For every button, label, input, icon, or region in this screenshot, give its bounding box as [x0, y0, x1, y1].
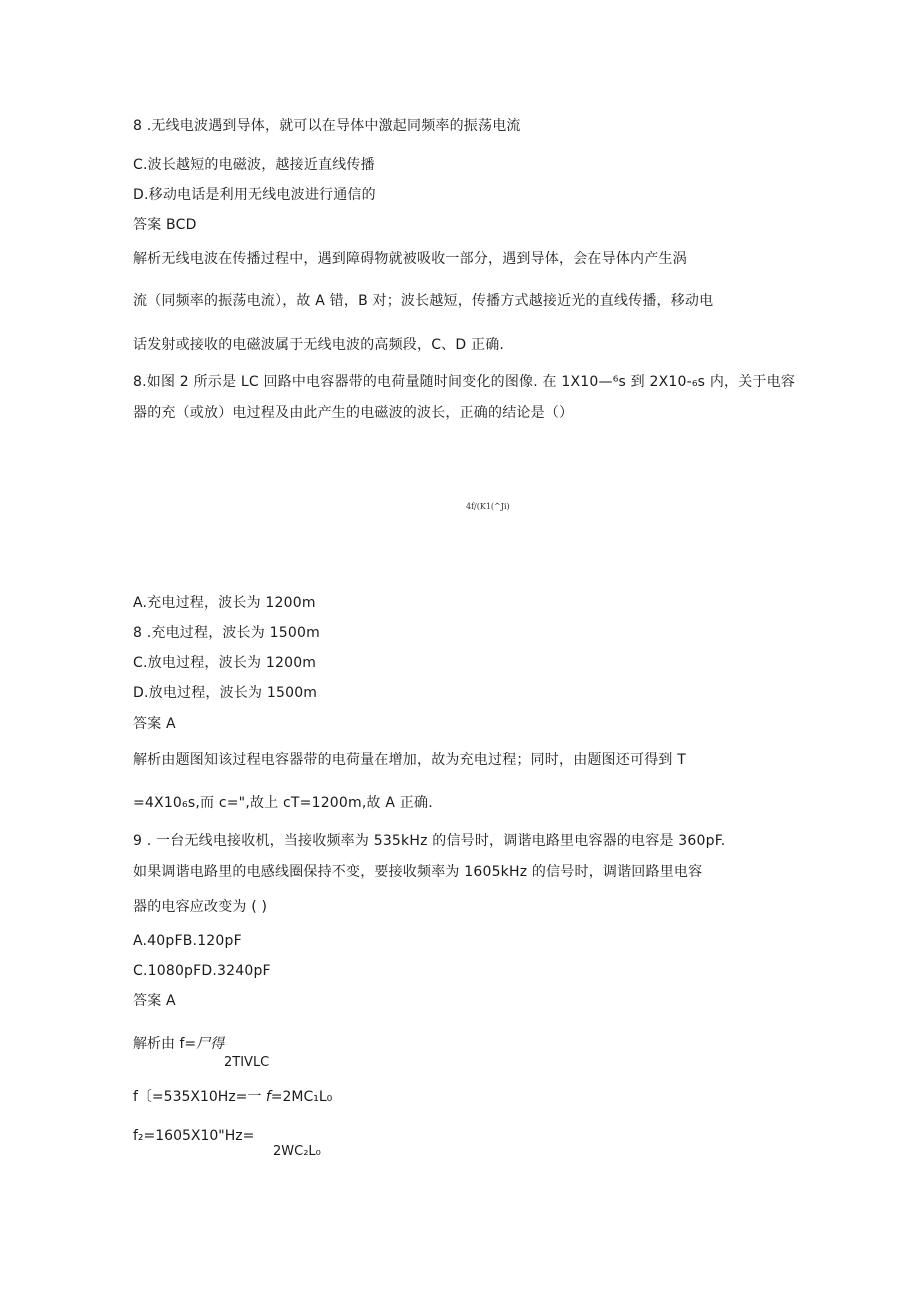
answer-label: 答案 BCD [133, 217, 197, 233]
analysis-line: 解析无线电波在传播过程中，遇到障碍物就被吸收一部分，遇到导体，会在导体内产生涡 [133, 251, 687, 267]
formula-line-2 [133, 1088, 332, 1106]
figure-caption: 4f/(K1(^Ji) [466, 502, 510, 511]
formula-denominator: 2WC₂L₀ [273, 1144, 321, 1159]
option-ab-text: A.40pFB.120pF [133, 933, 242, 949]
option-c-text: C.波长越短的电磁波，越接近直线传播 [133, 157, 375, 173]
analysis-line: 流（同频率的振荡电流），故 A 错，B 对；波长越短，传播方式越接近光的直线传播，移动电 [133, 293, 714, 309]
question-text: 器的充（或放）电过程及由此产生的电磁波的波长，正确的结论是（） [133, 405, 574, 421]
option-cd-text: C.1080pFD.3240pF [133, 963, 271, 979]
option-d-text: D.移动电话是利用无线电波进行通信的 [133, 187, 376, 203]
question-text: 器的电容应改变为 ( ) [133, 899, 268, 915]
option-c-text: C.放电过程，波长为 1200m [133, 655, 317, 671]
answer-label: 答案 A [133, 993, 176, 1009]
question-text: 如果调谐电路里的电感线圈保持不变，要接收频率为 1605kHz 的信号时，调谐回路里电容 [133, 864, 703, 880]
option-b-text: 8 .无线电波遇到导体，就可以在导体中激起同频率的振荡电流 [133, 118, 521, 134]
option-d-text: D.放电过程，波长为 1500m [133, 685, 318, 701]
formula-text: f [265, 1089, 271, 1105]
formula-line-3: f₂=1605X10"Hz= [133, 1128, 255, 1144]
analysis-line: 话发射或接收的电磁波属于无线电波的高频段，C、D 正确. [133, 337, 505, 353]
option-a-text: A.充电过程，波长为 1200m [133, 595, 316, 611]
analysis-line: =4X10₆s,而 c=",故上 cT=1200m,故 A 正确. [133, 795, 433, 811]
question-text: 8.如图 2 所示是 LC 回路中电容器带的电荷量随时间变化的图像. 在 1X10—⁶s 到 2X10-₆s 内，关于电容 [133, 374, 796, 390]
question-text: 9 . 一台无线电接收机，当接收频率为 535kHz 的信号时，调谐电路里电容器的电容是 360pF. [133, 833, 726, 849]
formula-text: f〔=535X10Hz=一 [133, 1089, 266, 1105]
formula-text: 解析由 f= [133, 1036, 197, 1052]
option-b-text: 8 .充电过程，波长为 1500m [133, 625, 320, 641]
formula-line-1 [133, 1035, 224, 1053]
formula-text: 尸得 [196, 1036, 225, 1052]
formula-text: =2MC₁L₀ [270, 1089, 333, 1105]
answer-label: 答案 A [133, 716, 176, 732]
analysis-line: 解析由题图知该过程电容器带的电荷量在增加，故为充电过程；同时，由题图还可得到 T [133, 752, 686, 768]
formula-denominator: 2TIVLC [224, 1055, 270, 1070]
